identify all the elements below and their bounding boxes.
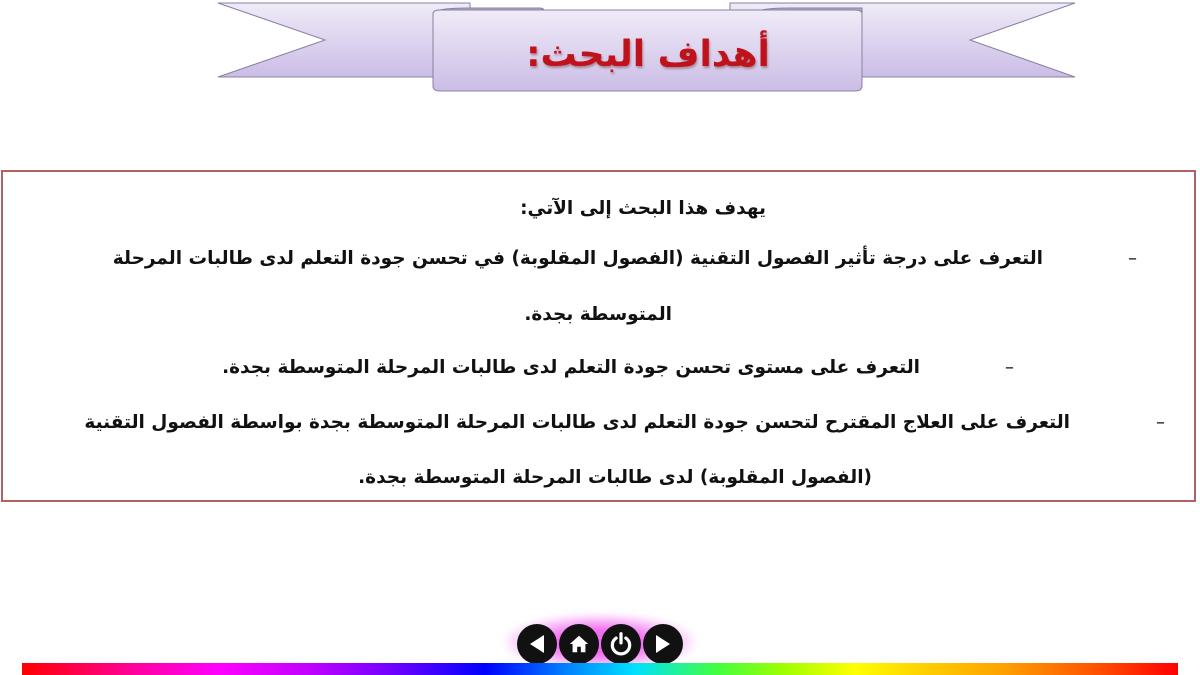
slide-navigation <box>512 622 688 666</box>
objective-1-line-2: المتوسطة بجدة. <box>524 304 672 325</box>
power-button[interactable] <box>601 624 641 664</box>
power-icon <box>608 631 634 657</box>
rainbow-footer-bar <box>22 663 1178 675</box>
previous-button[interactable] <box>517 624 557 664</box>
bullet-dash: – <box>1128 248 1137 269</box>
slide-title: أهداف البحث: <box>526 33 770 75</box>
home-icon <box>568 633 590 655</box>
bullet-dash: – <box>1005 357 1014 378</box>
objective-1-line-1: التعرف على درجة تأثير الفصول التقنية (الفصول المقلوبة) في تحسن جودة التعلم لدى طالبات المرحلة <box>112 248 1043 269</box>
title-banner <box>0 0 1200 100</box>
next-button[interactable] <box>643 624 683 664</box>
triangle-right-icon <box>651 632 675 656</box>
triangle-left-icon <box>525 632 549 656</box>
bullet-dash: – <box>1156 412 1165 433</box>
objective-3-line-1: التعرف على العلاج المقترح لتحسن جودة التعلم لدى طالبات المرحلة المتوسطة بجدة بواسطة الفصول التقنية <box>84 412 1070 433</box>
objective-2-line-1: التعرف على مستوى تحسن جودة التعلم لدى طالبات المرحلة المتوسطة بجدة. <box>222 357 920 378</box>
objective-3-line-2: (الفصول المقلوبة) لدى طالبات المرحلة المتوسطة بجدة. <box>358 467 872 488</box>
home-button[interactable] <box>559 624 599 664</box>
objectives-intro: يهدف هذا البحث إلى الآتي: <box>520 198 766 219</box>
